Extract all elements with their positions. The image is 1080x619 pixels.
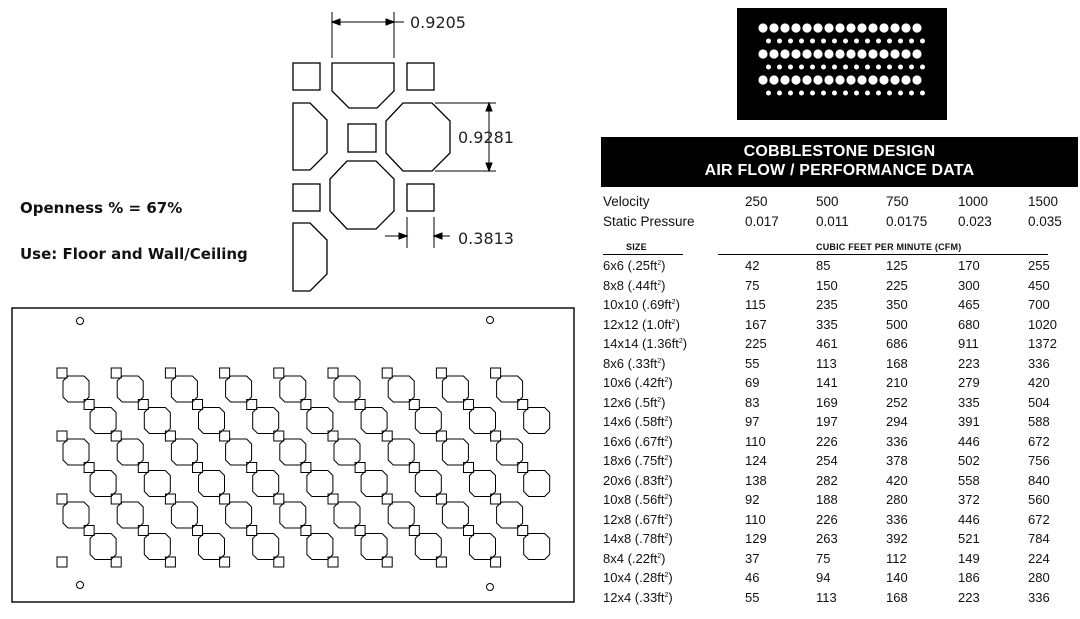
openness-text: Openness % = 67% [20, 199, 183, 217]
table-cell-cfm: 336 [886, 433, 908, 449]
table-title-line2: AIR FLOW / PERFORMANCE DATA [704, 162, 975, 179]
thumbnail-opening [813, 75, 822, 84]
thumbnail-opening [769, 23, 778, 32]
size-close-paren: ) [668, 375, 673, 390]
thumbnail-opening [879, 49, 888, 58]
thumbnail-opening [854, 65, 859, 70]
thumbnail-opening [758, 75, 767, 84]
table-cell-cfm: 300 [958, 277, 980, 293]
table-cell-cfm: 224 [1028, 550, 1050, 566]
thumbnail-opening [912, 23, 921, 32]
table-cell-cfm: 169 [816, 394, 838, 410]
size-text: 8x4 (.22ft [603, 550, 658, 566]
table-cell-cfm: 672 [1028, 433, 1050, 449]
table-cell-cfm: 372 [958, 492, 980, 507]
thumbnail-opening [912, 49, 921, 58]
table-cell-cfm: 911 [958, 336, 979, 351]
table-cell-cfm: 282 [816, 472, 838, 488]
size-text: 14x8 (.78ft [603, 531, 665, 546]
thumbnail-opening [843, 65, 848, 70]
table-cell-cfm: 336 [886, 511, 908, 527]
table-row-size [603, 414, 673, 429]
size-close-paren: ) [661, 394, 666, 410]
table-cell-cfm: 279 [958, 375, 980, 390]
thumbnail-opening [802, 49, 811, 58]
thumbnail-opening [813, 49, 822, 58]
size-text: 6x6 (.25ft [603, 258, 658, 273]
thumbnail-opening [824, 49, 833, 58]
thumbnail-opening [876, 65, 881, 70]
size-text: 10x8 (.56ft [603, 492, 665, 507]
thumbnail-opening [898, 39, 903, 44]
static-pressure-value: 0.023 [958, 214, 992, 229]
size-header-rule [603, 254, 683, 255]
thumbnail-opening [887, 91, 892, 96]
table-cell-cfm: 588 [1028, 414, 1050, 429]
thumbnail-opening [788, 39, 793, 44]
table-cell-cfm: 280 [1028, 570, 1050, 585]
thumbnail-opening [766, 39, 771, 44]
size-text: 20x6 (.83ft [603, 472, 665, 488]
thumbnail-opening [802, 23, 811, 32]
table-cell-cfm: 392 [886, 531, 908, 546]
size-text: 12x6 (.5ft [603, 394, 658, 410]
thumbnail-opening [854, 91, 859, 96]
size-superscript: 2 [664, 494, 669, 501]
thumbnail-opening [857, 23, 866, 32]
table-cell-cfm: 254 [816, 453, 838, 468]
size-close-paren: ) [668, 492, 673, 507]
thumbnail-opening [802, 75, 811, 84]
table-row-size [603, 375, 673, 390]
thumbnail-opening [865, 91, 870, 96]
thumbnail-opening [813, 23, 822, 32]
table-cell-cfm: 226 [816, 433, 838, 449]
table-cell-cfm: 686 [886, 336, 908, 351]
thumbnail-opening [890, 75, 899, 84]
thumbnail-opening [898, 65, 903, 70]
thumbnail-opening [821, 39, 826, 44]
size-close-paren: ) [661, 258, 666, 273]
thumbnail-opening [868, 49, 877, 58]
size-close-paren: ) [675, 316, 680, 332]
table-row-size [603, 453, 673, 468]
table-cell-cfm: 1372 [1028, 336, 1057, 351]
thumbnail-opening [758, 23, 767, 32]
thumbnail-opening [898, 91, 903, 96]
table-title-line1: COBBLESTONE DESIGN [743, 143, 936, 160]
size-superscript: 2 [657, 396, 662, 404]
table-cell-cfm: 149 [958, 550, 980, 566]
table-cell-cfm: 1020 [1028, 316, 1057, 332]
size-text: 16x6 (.67ft [603, 433, 665, 449]
table-row-size [603, 356, 665, 371]
pattern-detail-drawing [260, 0, 560, 300]
table-cell-cfm: 141 [816, 375, 838, 390]
table-row-size [603, 492, 673, 507]
thumbnail-opening [846, 75, 855, 84]
thumbnail-opening [879, 75, 888, 84]
table-cell-cfm: 560 [1028, 492, 1050, 507]
thumbnail-opening [821, 91, 826, 96]
table-row-size [603, 531, 673, 546]
thumbnail-opening [901, 23, 910, 32]
thumbnail-opening [777, 65, 782, 70]
table-cell-cfm: 140 [886, 570, 908, 585]
table-cell-cfm: 235 [816, 297, 838, 312]
table-cell-cfm: 255 [1028, 258, 1050, 273]
table-cell-cfm: 502 [958, 453, 980, 468]
thumbnail-opening [857, 75, 866, 84]
table-row-size [603, 512, 673, 527]
table-cell-cfm: 252 [886, 394, 908, 410]
thumbnail-opening [901, 75, 910, 84]
size-text: 14x6 (.58ft [603, 414, 665, 429]
table-cell-cfm: 225 [745, 336, 767, 351]
table-cell-cfm: 756 [1028, 453, 1050, 468]
table-row-size [603, 590, 673, 605]
velocity-value: 500 [816, 194, 839, 209]
static-pressure-value: 0.0175 [886, 214, 928, 229]
table-cell-cfm: 225 [886, 277, 908, 293]
size-close-paren: ) [668, 414, 673, 429]
table-cell-cfm: 94 [816, 570, 831, 585]
size-superscript: 2 [671, 299, 676, 306]
table-row-size [603, 278, 665, 293]
table-cell-cfm: 504 [1028, 394, 1050, 410]
table-row-size [603, 473, 673, 488]
size-text: 18x6 (.75ft [603, 453, 665, 468]
size-close-paren: ) [682, 336, 688, 351]
thumbnail-opening [909, 91, 914, 96]
table-cell-cfm: 335 [816, 316, 838, 332]
table-cell-cfm: 350 [886, 297, 908, 312]
size-close-paren: ) [661, 550, 666, 566]
table-cell-cfm: 335 [958, 394, 980, 410]
table-cell-cfm: 115 [745, 297, 766, 312]
table-cell-cfm: 69 [745, 375, 760, 390]
table-cell-cfm: 37 [745, 550, 760, 566]
size-close-paren: ) [668, 472, 673, 488]
table-cell-cfm: 336 [1028, 589, 1050, 605]
table-cell-cfm: 700 [1028, 297, 1050, 312]
thumbnail-opening [777, 91, 782, 96]
thumbnail-opening [788, 65, 793, 70]
table-row-size [603, 434, 673, 449]
size-text: 8x6 (.33ft [603, 355, 658, 371]
table-cell-cfm: 188 [816, 492, 838, 507]
thumbnail-opening [909, 39, 914, 44]
table-cell-cfm: 110 [745, 433, 766, 449]
thumbnail-opening [810, 65, 815, 70]
dimension-height-label: 0.9281 [458, 128, 514, 147]
size-superscript: 2 [657, 279, 662, 287]
table-row-size [603, 317, 680, 332]
size-close-paren: ) [661, 355, 666, 371]
thumbnail-opening [791, 23, 800, 32]
table-cell-cfm: 168 [886, 355, 908, 371]
table-cell-cfm: 125 [886, 258, 908, 273]
thumbnail-opening [890, 23, 899, 32]
table-title-bar [601, 137, 1078, 187]
size-superscript: 2 [671, 318, 676, 326]
thumbnail-opening [799, 91, 804, 96]
thumbnail-opening [879, 23, 888, 32]
grille-thumbnail [737, 8, 947, 120]
table-cell-cfm: 210 [886, 375, 908, 390]
size-superscript: 2 [657, 260, 662, 267]
thumbnail-opening [769, 49, 778, 58]
thumbnail-opening [799, 39, 804, 44]
table-cell-cfm: 500 [886, 316, 908, 332]
table-cell-cfm: 75 [745, 277, 760, 293]
size-text: 12x8 (.67ft [603, 511, 665, 527]
size-superscript: 2 [664, 533, 669, 540]
thumbnail-opening [909, 65, 914, 70]
thumbnail-opening [920, 65, 925, 70]
table-cell-cfm: 420 [886, 472, 908, 488]
thumbnail-opening [846, 23, 855, 32]
table-cell-cfm: 113 [816, 355, 837, 371]
table-cell-cfm: 294 [886, 414, 908, 429]
table-cell-cfm: 263 [816, 531, 838, 546]
size-text: 10x4 (.28ft [603, 570, 665, 585]
table-cell-cfm: 168 [886, 589, 908, 605]
thumbnail-opening [835, 49, 844, 58]
table-cell-cfm: 55 [745, 355, 760, 371]
grille-drawing [0, 300, 600, 610]
size-close-paren: ) [668, 453, 673, 468]
size-text: 12x4 (.33ft [603, 589, 665, 605]
table-cell-cfm: 97 [745, 414, 760, 429]
static-pressure-value: 0.017 [745, 214, 779, 229]
table-row-size [603, 551, 665, 566]
table-cell-cfm: 378 [886, 453, 908, 468]
table-cell-cfm: 420 [1028, 375, 1050, 390]
table-cell-cfm: 391 [958, 414, 980, 429]
thumbnail-opening [824, 75, 833, 84]
table-cell-cfm: 226 [816, 511, 838, 527]
table-cell-cfm: 197 [816, 414, 838, 429]
thumbnail-opening [832, 65, 837, 70]
table-cell-cfm: 75 [816, 550, 831, 566]
velocity-label: Velocity [603, 194, 650, 209]
thumbnail-opening [766, 65, 771, 70]
size-text: 8x8 (.44ft [603, 277, 658, 293]
table-cell-cfm: 138 [745, 472, 767, 488]
table-cell-cfm: 465 [958, 297, 980, 312]
thumbnail-opening [777, 39, 782, 44]
table-cell-cfm: 167 [745, 316, 767, 332]
table-cell-cfm: 150 [816, 277, 838, 293]
size-close-paren: ) [668, 531, 673, 546]
thumbnail-opening [846, 49, 855, 58]
size-superscript: 2 [664, 513, 669, 521]
thumbnail-opening [832, 39, 837, 44]
table-cell-cfm: 784 [1028, 531, 1050, 546]
thumbnail-opening [788, 91, 793, 96]
thumbnail-opening [868, 75, 877, 84]
table-cell-cfm: 42 [745, 258, 760, 273]
static-pressure-value: 0.035 [1028, 214, 1062, 229]
table-cell-cfm: 112 [886, 550, 907, 566]
table-cell-cfm: 55 [745, 589, 760, 605]
thumbnail-opening [843, 39, 848, 44]
size-close-paren: ) [668, 589, 673, 605]
table-cell-cfm: 450 [1028, 277, 1050, 293]
size-superscript: 2 [664, 377, 669, 384]
cfm-column-header: CUBIC FEET PER MINUTE (CFM) [816, 242, 962, 252]
size-superscript: 2 [657, 357, 662, 365]
thumbnail-opening [865, 39, 870, 44]
thumbnail-opening [920, 39, 925, 44]
table-cell-cfm: 336 [1028, 355, 1050, 371]
dimension-width-label: 0.9205 [410, 13, 466, 32]
thumbnail-opening [780, 23, 789, 32]
thumbnail-opening [780, 49, 789, 58]
table-cell-cfm: 170 [958, 258, 980, 273]
thumbnail-opening [769, 75, 778, 84]
table-cell-cfm: 446 [958, 511, 980, 527]
table-cell-cfm: 124 [745, 453, 767, 468]
table-cell-cfm: 92 [745, 492, 760, 507]
thumbnail-opening [887, 65, 892, 70]
dimension-gap-label: 0.3813 [458, 229, 514, 248]
table-cell-cfm: 83 [745, 394, 760, 410]
size-superscript: 2 [657, 552, 662, 560]
table-row-size [603, 297, 680, 312]
thumbnail-opening [857, 49, 866, 58]
table-cell-cfm: 840 [1028, 472, 1050, 488]
size-superscript: 2 [664, 474, 669, 482]
thumbnail-opening [890, 49, 899, 58]
thumbnail-opening [920, 91, 925, 96]
table-row-size [603, 258, 665, 273]
size-text: 14x14 (1.36ft [603, 336, 679, 351]
thumbnail-opening [791, 49, 800, 58]
table-cell-cfm: 46 [745, 570, 760, 585]
thumbnail-opening [912, 75, 921, 84]
velocity-value: 1000 [958, 194, 989, 209]
table-cell-cfm: 186 [958, 570, 980, 585]
table-row-size [603, 336, 687, 351]
size-superscript: 2 [664, 435, 669, 443]
size-text: 12x12 (1.0ft [603, 316, 672, 332]
static-pressure-value: 0.011 [816, 214, 849, 229]
table-cell-cfm: 558 [958, 472, 980, 488]
thumbnail-opening [810, 39, 815, 44]
table-cell-cfm: 223 [958, 355, 980, 371]
table-row-size [603, 570, 673, 585]
table-cell-cfm: 446 [958, 433, 980, 449]
cfm-header-rule [718, 254, 1048, 255]
velocity-value: 750 [886, 194, 909, 209]
thumbnail-opening [791, 75, 800, 84]
thumbnail-opening [854, 39, 859, 44]
thumbnail-opening [835, 75, 844, 84]
use-text: Use: Floor and Wall/Ceiling [20, 245, 248, 263]
size-close-paren: ) [661, 277, 666, 293]
thumbnail-opening [758, 49, 767, 58]
size-superscript: 2 [664, 416, 669, 423]
size-close-paren: ) [668, 433, 673, 449]
thumbnail-opening [832, 91, 837, 96]
thumbnail-opening [865, 65, 870, 70]
size-superscript: 2 [664, 455, 669, 462]
table-cell-cfm: 680 [958, 316, 980, 332]
thumbnail-opening [887, 39, 892, 44]
table-row-size [603, 395, 665, 410]
thumbnail-opening [824, 23, 833, 32]
static-pressure-label: Static Pressure [603, 214, 695, 229]
table-cell-cfm: 110 [745, 511, 766, 527]
size-close-paren: ) [675, 297, 680, 312]
size-column-header: SIZE [626, 242, 647, 252]
size-superscript: 2 [664, 591, 669, 599]
thumbnail-opening [780, 75, 789, 84]
thumbnail-opening [821, 65, 826, 70]
table-cell-cfm: 223 [958, 589, 980, 605]
thumbnail-opening [843, 91, 848, 96]
size-close-paren: ) [668, 511, 673, 527]
thumbnail-opening [766, 91, 771, 96]
thumbnail-opening [868, 23, 877, 32]
size-superscript: 2 [664, 572, 669, 579]
size-text: 10x10 (.69ft [603, 297, 672, 312]
size-superscript: 2 [678, 338, 683, 345]
thumbnail-opening [810, 91, 815, 96]
table-cell-cfm: 280 [886, 492, 908, 507]
table-cell-cfm: 129 [745, 531, 767, 546]
thumbnail-opening [876, 91, 881, 96]
size-close-paren: ) [668, 570, 673, 585]
table-cell-cfm: 521 [958, 531, 980, 546]
thumbnail-opening [799, 65, 804, 70]
velocity-value: 250 [745, 194, 768, 209]
table-cell-cfm: 461 [816, 336, 838, 351]
thumbnail-opening [835, 23, 844, 32]
table-cell-cfm: 113 [816, 589, 837, 605]
thumbnail-opening [901, 49, 910, 58]
table-cell-cfm: 672 [1028, 511, 1050, 527]
table-cell-cfm: 85 [816, 258, 831, 273]
thumbnail-opening [876, 39, 881, 44]
velocity-value: 1500 [1028, 194, 1059, 209]
size-text: 10x6 (.42ft [603, 375, 665, 390]
